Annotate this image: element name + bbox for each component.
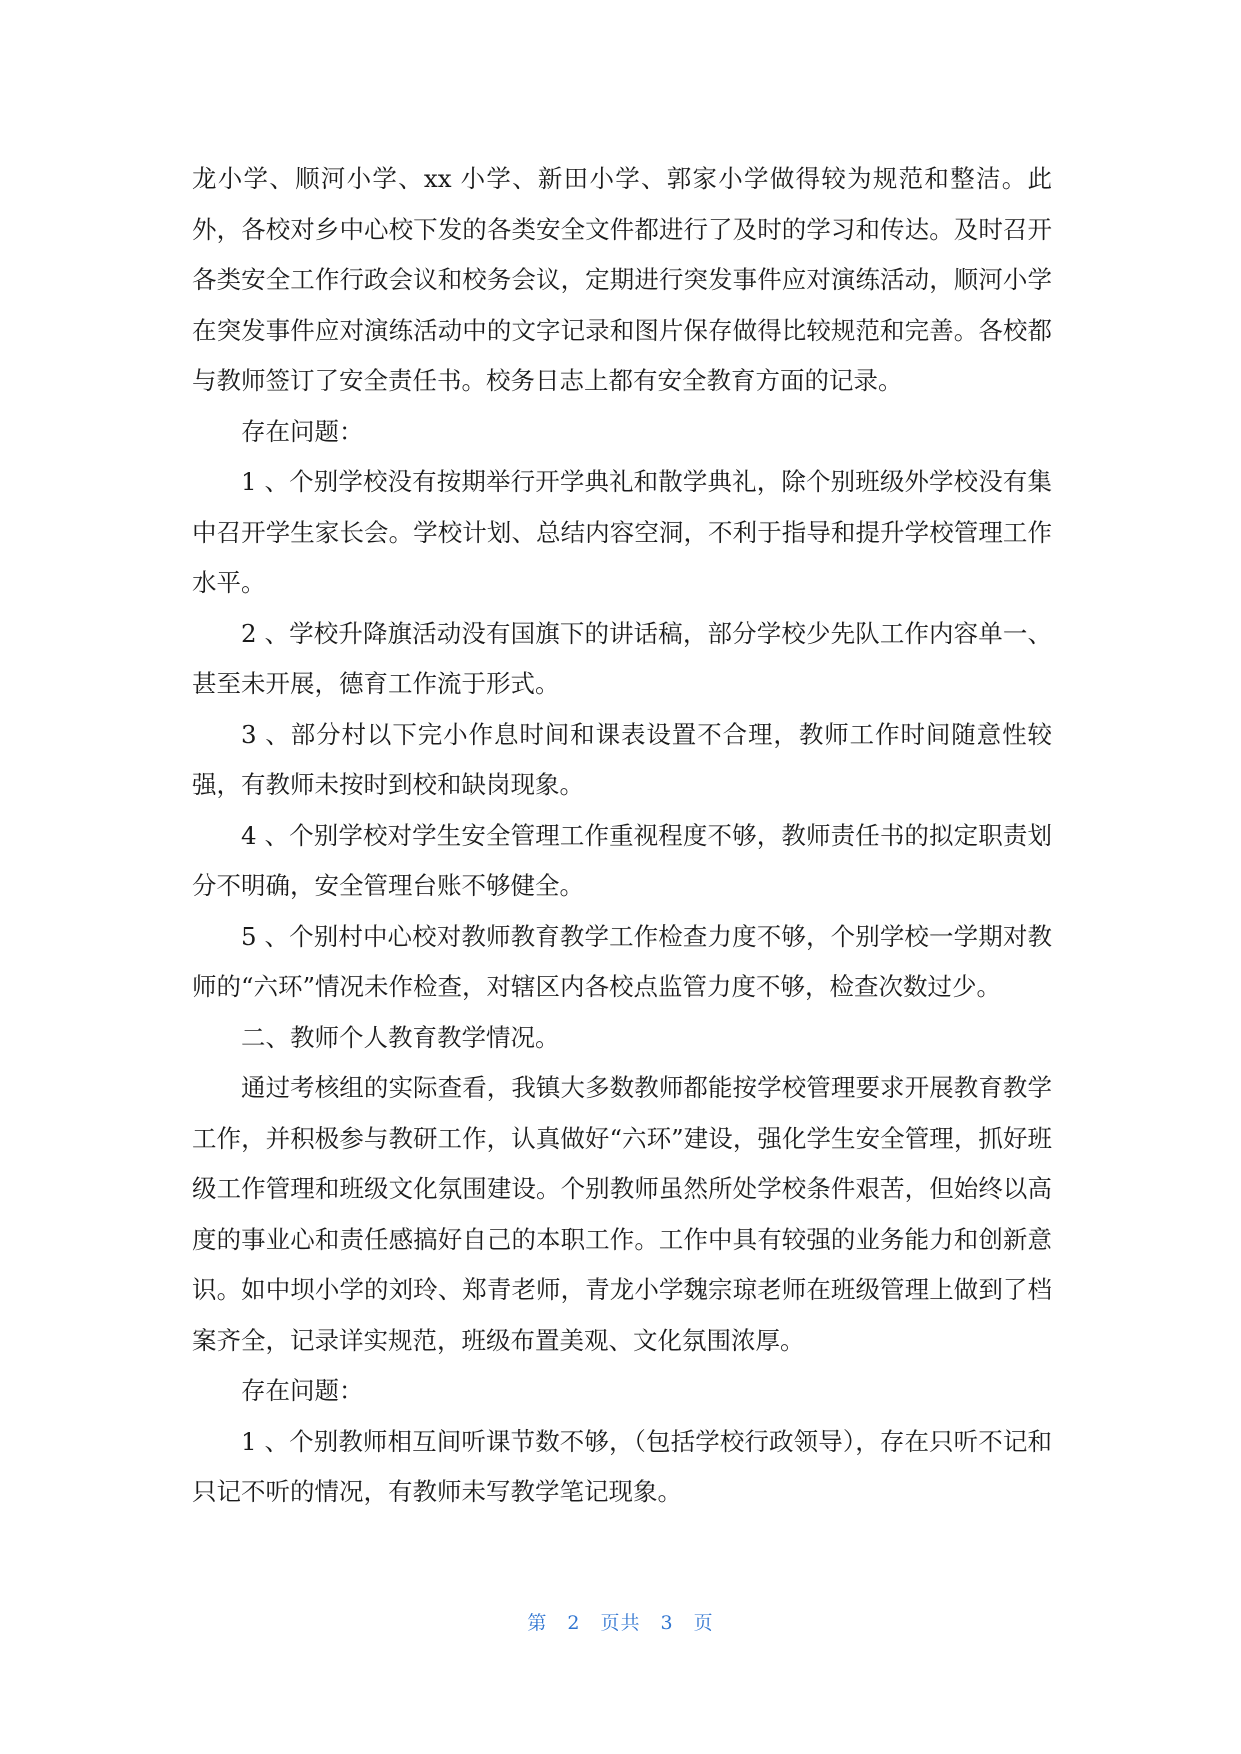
page-total: 3 (660, 1612, 674, 1634)
paragraph-teacher-issue-1: 1 、个别教师相互间听课节数不够，（包括学校行政领导），存在只听不记和只记不听的情况，有教师未写教学笔记现象。 (192, 1426, 1052, 1506)
section-heading-teachers: 二、教师个人教育教学情况。 (241, 1022, 560, 1052)
paragraph-issue-4: 4 、个别学校对学生安全管理工作重视程度不够，教师责任书的拟定职责划分不明确，安全管理台账不够健全。 (192, 820, 1052, 900)
page-middle: 页共 (600, 1612, 641, 1634)
paragraph-issues-heading-2: 存在问题： (241, 1376, 364, 1405)
document-body (192, 154, 1052, 1518)
paragraph-issues-heading: 存在问题： (241, 416, 364, 446)
page-suffix: 页 (693, 1612, 714, 1634)
paragraph-continuation: 龙小学、顺河小学、xx 小学、新田小学、郭家小学做得较为规范和整洁。此外，各校对乡中心校下发的各类安全文件都进行了及时的学习和传达。及时召开各类安全工作行政会议和校务会议，定期进行突发事件应对演练活动，顺河小学在突发事件应对演练活动中的文字记录和图片保存做得比较规范和完善。各校都与教师签订了安全责任书。校务日志上都有安全教育方面的记录。 (192, 164, 1052, 395)
page-number-footer (0, 1608, 1241, 1635)
paragraph-issue-2: 2 、学校升降旗活动没有国旗下的讲话稿，部分学校少先队工作内容单一、甚至未开展，德育工作流于形式。 (192, 618, 1052, 698)
paragraph-issue-5: 5 、个别村中心校对教师教育教学工作检查力度不够，个别学校一学期对教师的“六环”情况未作检查，对辖区内各校点监管力度不够，检查次数过少。 (192, 921, 1052, 1001)
paragraph-teachers-summary: 通过考核组的实际查看，我镇大多数教师都能按学校管理要求开展教育教学工作，并积极参与教研工作，认真做好“六环”建设，强化学生安全管理，抓好班级工作管理和班级文化氛围建设。个别教师虽然所处学校条件艰苦，但始终以高度的事业心和责任感搞好自己的本职工作。工作中具有较强的业务能力和创新意识。如中坝小学的刘玲、郑青老师，青龙小学魏宗琼老师在班级管理上做到了档案齐全，记录详实规范，班级布置美观、文化氛围浓厚。 (192, 1073, 1052, 1355)
paragraph-issue-3: 3 、部分村以下完小作息时间和课表设置不合理，教师工作时间随意性较强，有教师未按时到校和缺岗现象。 (192, 719, 1052, 799)
paragraph-issue-1: 1 、个别学校没有按期举行开学典礼和散学典礼，除个别班级外学校没有集中召开学生家长会。学校计划、总结内容空洞，不利于指导和提升学校管理工作水平。 (192, 467, 1052, 597)
page-prefix: 第 (527, 1612, 548, 1634)
page-current: 2 (567, 1612, 581, 1634)
